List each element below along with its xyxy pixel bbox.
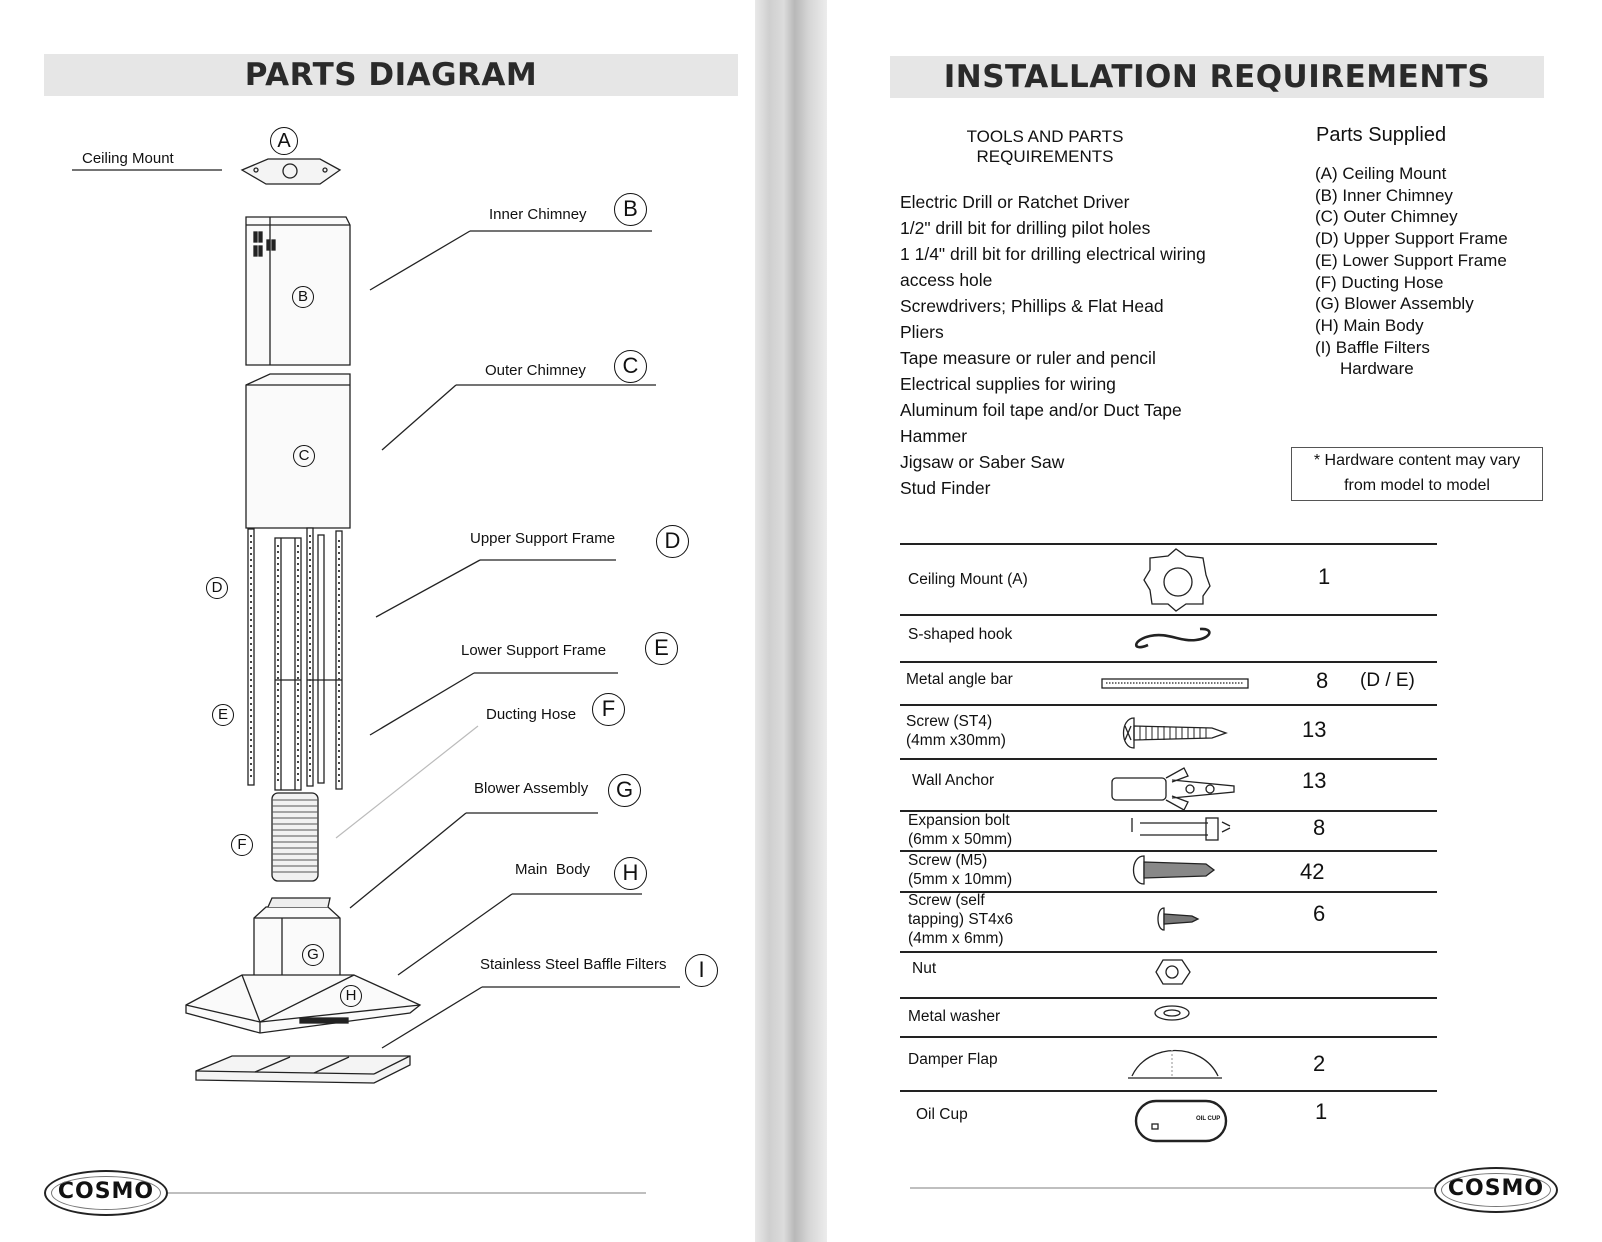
supplied-item: (E) Lower Support Frame — [1315, 250, 1507, 270]
callout-d-label: Upper Support Frame — [470, 530, 616, 547]
callout-d: D — [656, 525, 689, 558]
hardware-qty: 1 — [1318, 564, 1331, 589]
callout-e-label: Lower Support Frame — [461, 642, 607, 659]
hardware-name: Screw (self tapping) ST4x6 (4mm x 6mm) — [908, 892, 1014, 947]
callout-b: B — [614, 193, 647, 226]
tool-item: Hammer — [900, 426, 968, 446]
hardware-name: Oil Cup — [916, 1106, 968, 1123]
supplied-item: (I) Baffle Filters — [1315, 337, 1430, 357]
supplied-item: (C) Outer Chimney — [1315, 207, 1458, 227]
hardware-qty: 42 — [1300, 859, 1325, 884]
note-line1: * Hardware content may vary — [1313, 452, 1521, 469]
supplied-item: Hardware — [1340, 359, 1414, 379]
tool-item: Stud Finder — [900, 478, 991, 498]
installation-requirements-title: INSTALLATION REQUIREMENTS — [890, 56, 1544, 98]
callout-e: E — [645, 632, 678, 665]
supplied-item: (A) Ceiling Mount — [1315, 164, 1447, 183]
parts-supplied-heading: Parts Supplied — [1316, 124, 1447, 146]
hardware-qty: 2 — [1313, 1051, 1326, 1076]
hardware-name: Wall Anchor — [912, 772, 995, 789]
supplied-item: (F) Ducting Hose — [1315, 272, 1444, 292]
part-marker-g: G — [302, 944, 324, 966]
part-marker-c: C — [293, 445, 315, 467]
tool-item: Pliers — [900, 322, 944, 342]
callout-i-label: Stainless Steel Baffle Filters — [480, 956, 667, 973]
hardware-name: Metal washer — [908, 1008, 1001, 1025]
hardware-qty: 13 — [1302, 768, 1327, 793]
supplied-item: (B) Inner Chimney — [1315, 185, 1453, 205]
callout-f: F — [592, 693, 625, 726]
part-marker-f: F — [231, 834, 253, 856]
callout-h-label: Main Body — [515, 861, 591, 878]
hardware-qty: 13 — [1302, 717, 1327, 742]
tools-heading-line1: TOOLS AND PARTS — [966, 127, 1124, 146]
hardware-extra: (D / E) — [1360, 670, 1415, 691]
part-marker-e: E — [212, 704, 234, 726]
callout-f-label: Ducting Hose — [486, 706, 577, 723]
tool-item: Electrical supplies for wiring — [900, 374, 1116, 394]
parts-diagram-title: PARTS DIAGRAM — [44, 54, 738, 96]
tool-item: Aluminum foil tape and/or Duct Tape — [900, 400, 1182, 420]
tool-item: Electric Drill or Ratchet Driver — [900, 192, 1130, 212]
hardware-name: S-shaped hook — [908, 626, 1013, 643]
hardware-name: Damper Flap — [908, 1051, 998, 1068]
callout-b-label: Inner Chimney — [489, 206, 587, 223]
tool-item: 1 1/4" drill bit for drilling electrical wiring — [900, 244, 1206, 264]
note-line2: from model to model — [1344, 477, 1490, 494]
hardware-qty: 1 — [1315, 1099, 1328, 1124]
callout-h: H — [614, 857, 647, 890]
tool-item: Tape measure or ruler and pencil — [900, 348, 1156, 368]
callout-i: I — [685, 954, 718, 987]
callout-g-label: Blower Assembly — [474, 780, 589, 797]
hardware-name: Metal angle bar — [906, 671, 1013, 688]
callout-c: C — [614, 350, 647, 383]
tool-item: Screwdrivers; Phillips & Flat Head — [900, 296, 1164, 316]
callout-g: G — [608, 774, 641, 807]
callout-c-label: Outer Chimney — [485, 362, 586, 379]
tool-item: 1/2" drill bit for drilling pilot holes — [900, 218, 1151, 238]
hardware-qty: 8 — [1316, 668, 1329, 693]
part-marker-b: B — [292, 286, 314, 308]
callout-a: A — [270, 127, 298, 155]
supplied-item: (G) Blower Assembly — [1315, 294, 1474, 314]
oil-cup-text: OIL CUP — [1196, 1116, 1221, 1122]
supplied-item: (D) Upper Support Frame — [1315, 229, 1508, 249]
hardware-qty: 6 — [1313, 901, 1326, 926]
cosmo-logo-right: COSMO — [1434, 1167, 1558, 1213]
tools-heading-line2: REQUIREMENTS — [976, 147, 1114, 166]
tool-item: access hole — [900, 270, 993, 290]
ceiling-mount-label: Ceiling Mount — [82, 150, 174, 167]
hardware-qty: 8 — [1313, 815, 1326, 840]
hardware-name: Screw (ST4) (4mm x30mm) — [906, 713, 1006, 749]
cosmo-logo-left: COSMO — [44, 1170, 168, 1216]
hardware-name: Ceiling Mount (A) — [908, 571, 1028, 588]
hardware-name: Expansion bolt (6mm x 50mm) — [908, 812, 1013, 848]
part-marker-d: D — [206, 577, 228, 599]
hardware-name: Screw (M5) (5mm x 10mm) — [908, 852, 1013, 888]
tool-item: Jigsaw or Saber Saw — [900, 452, 1065, 472]
hardware-name: Nut — [912, 960, 937, 977]
part-marker-h: H — [340, 985, 362, 1007]
supplied-item: (H) Main Body — [1315, 315, 1424, 335]
